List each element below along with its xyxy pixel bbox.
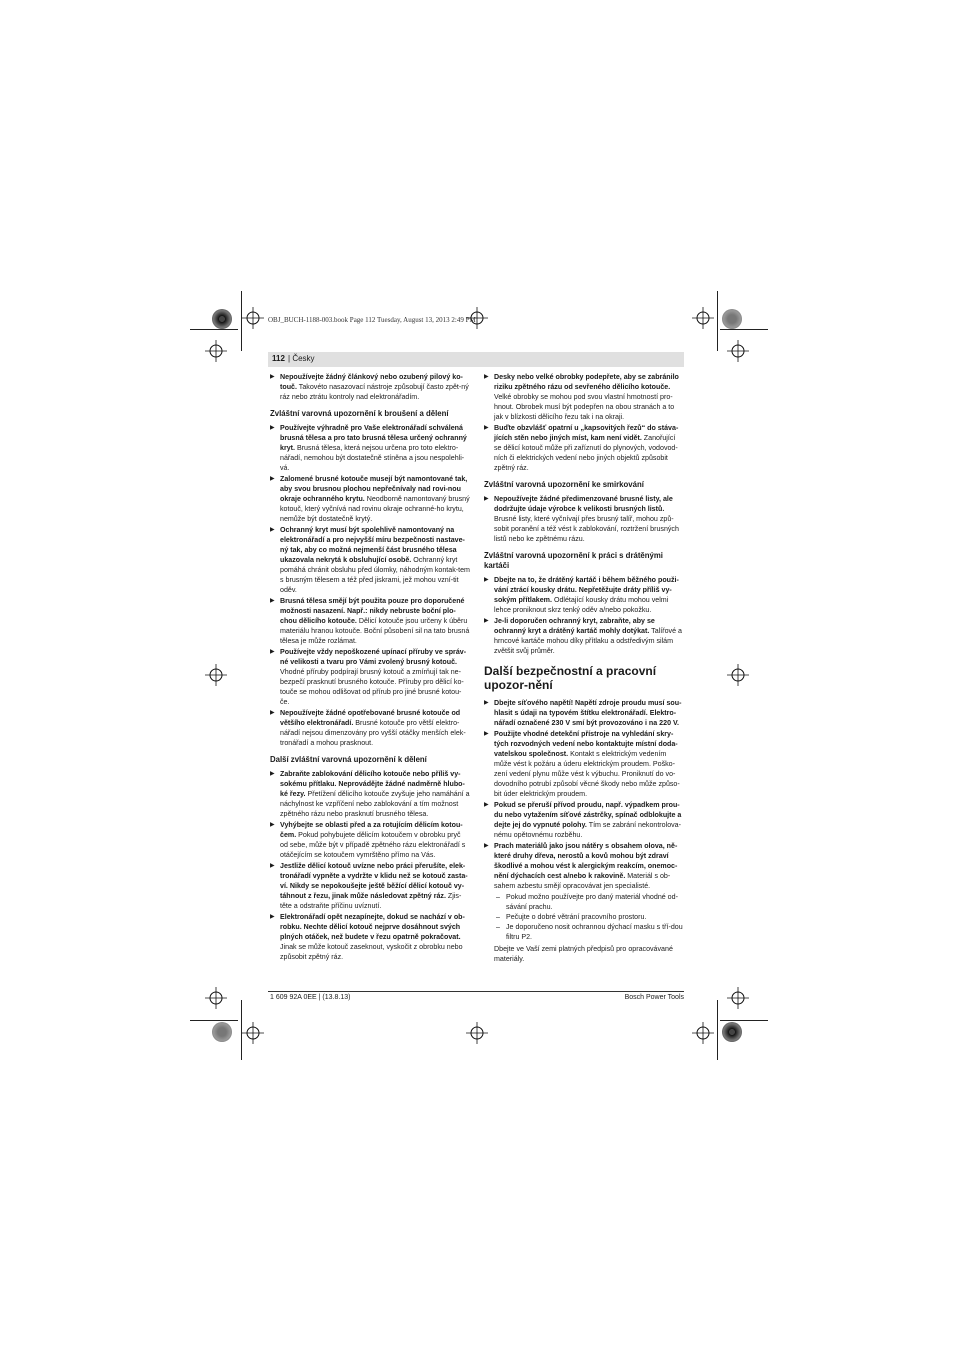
bullet-arrow-icon: ▶ [270, 914, 275, 920]
section-heading: Zvláštní varovná upozornění k práci s drátěnými kartáči [484, 551, 663, 570]
bullet-arrow-icon: ▶ [270, 863, 275, 869]
section-heading: Zvláštní varovná upozornění k broušení a dělení [270, 409, 449, 418]
bullet-arrow-icon: ▶ [484, 618, 489, 624]
bullet-arrow-icon: ▶ [270, 527, 275, 533]
footer-doc-number: 1 609 92A 0EE | (13.8.13) [270, 994, 351, 1001]
list-item: ▶ Dbejte síťového napětí! Napětí zdroje proudu musí sou-hlasit s údaji na typovém štítku elektronářadí. Elektro-nářadí označené 230 V smí být provozováno i na 220 V. [484, 699, 682, 727]
list-item: ▶ Ochranný kryt musí být spolehlivě namontovaný na elektronářadí a pro nejvyšší míru bezpečnosti nastave-ný tak, aby co možná nejmenší část brusného tělesa ukazovala nekrytá k obsluhující osobě. Ochranný kryt pomáhá chránit obsluhu před úlomky, náhodným kontak-tem s brusným tělesem a též před jiskrami, jež mohou vzní-tit oděv. [270, 526, 470, 594]
color-bar-disc-icon [212, 1022, 232, 1042]
registration-mark-icon [205, 987, 227, 1009]
crop-line [720, 329, 768, 330]
registration-mark-icon [205, 664, 227, 686]
registration-mark-icon [727, 340, 749, 362]
left-column [270, 372, 470, 963]
registration-mark-icon [242, 307, 264, 329]
registration-mark-icon [242, 1022, 264, 1044]
bullet-arrow-icon: ▶ [484, 731, 489, 737]
registration-mark-icon [727, 664, 749, 686]
section-heading: Další zvláštní varovná upozornění k dělení [270, 755, 427, 764]
page-header [268, 352, 684, 367]
bullet-arrow-icon: ▶ [484, 700, 489, 706]
list-item: ▶ Desky nebo velké obrobky podepřete, aby se zabránilo riziku zpětného rázu od sevřeného dělicího kotouče. Velké obrobky se mohou pod svou vlastní hmotností pro-hnout. Obrobek musí být podepřen na obou stranách a to jak v blízkosti dělicího řezu tak i na okraji. [484, 373, 679, 421]
bullet-arrow-icon: ▶ [484, 496, 489, 502]
footer-divider [268, 991, 684, 992]
right-column [484, 372, 684, 964]
registration-mark-icon [692, 1022, 714, 1044]
color-bar-disc-icon [722, 1022, 742, 1042]
list-item: ▶ Prach materiálů jako jsou nátěry s obsahem olova, ně-které druhy dřeva, nerostů a kovů mohou být zdraví škodlivé a mohou vést k alergickým reakcím, onemoc-nění dýchacích cest a/nebo k rakovině. Materiál s ob-sahem azbestu smějí opracovávat jen specialisté. [484, 842, 678, 890]
list-item: ▶ Pokud se přeruší přívod proudu, např. výpadkem prou-du nebo vytažením síťové zástrčky, spínač odblokujte a dejte jej do vypnuté polohy. Tím se zabrání nekontrolova-nému opětovnému rozběhu. [484, 801, 682, 839]
list-item: ▶ Nepoužívejte žádný článkový nebo ozubený pilový ko-touč. Takovéto nasazovací nástroje způsobují často zpět-ný ráz nebo ztrátu kontroly nad elektronářadím. [270, 373, 469, 401]
crop-line [190, 1020, 238, 1021]
bullet-arrow-icon: ▶ [270, 374, 275, 380]
crop-line [190, 329, 238, 330]
registration-mark-icon [466, 1022, 488, 1044]
section-heading: Zvláštní varovná upozornění ke smirkování [484, 480, 644, 489]
footer-brand: Bosch Power Tools [624, 994, 684, 1001]
closing-paragraph: Dbejte ve Vaší zemi platných předpisů pro opracovávané materiály. [494, 945, 673, 963]
bullet-arrow-icon: ▶ [270, 822, 275, 828]
crop-line [717, 1000, 718, 1060]
registration-mark-icon [727, 987, 749, 1009]
bullet-arrow-icon: ▶ [270, 425, 275, 431]
list-item: ▶ Používejte vždy nepoškozené upínací příruby ve správ-né velikosti a tvaru pro Vámi zvolený brusný kotouč. Vhodné příruby podpírají brusný kotouč a zmírňují tak ne-bezpečí prasknutí brusného kotouče. Příruby pro dělicí ko-touče se mohou odlišovat od přírub pro jiné brusné kotou-če. [270, 648, 467, 706]
list-item: ▶ Zabraňte zablokování dělicího kotouče nebo příliš vy-sokému přítlaku. Neprovádějte žádné nadměrně hlubo-ké řezy. Přetížení dělicího kotouče zvyšuje jeho namáhání a náchylnost ke vzpříčení nebo zablokování a tím možnost zpětného rázu nebo prasknutí brusného tělesa. [270, 770, 470, 818]
crop-line [717, 291, 718, 351]
list-item: ▶ Nepoužívejte žádné opotřebované brusné kotouče od většího elektronářadí. Brusné kotouče pro větší elektro-nářadí nejsou dimenzovány pro vyšší otáčky menších elek-tronářadí a mohou prasknout. [270, 709, 466, 747]
list-item: ▶ Dbejte na to, že drátěný kartáč i během běžného použi-vání ztrácí kousky drátu. Nepřetěžujte dráty příliš vy-sokým přítlakem. Odlétající kousky drátu mohou velmi lehce proniknout skrz tenký oděv a/nebo pokožku. [484, 576, 679, 614]
list-item: ▶ Elektronářadí opět nezapínejte, dokud se nachází v ob-robku. Nechte dělicí kotouč nejprve dosáhnout svých plných otáček, než budete v řezu opatrně pokračovat. Jinak se může kotouč zaseknout, vyskočit z obrobku nebo způsobit zpětný ráz. [270, 913, 465, 961]
bullet-arrow-icon: ▶ [484, 425, 489, 431]
bullet-arrow-icon: ▶ [484, 374, 489, 380]
crop-line [720, 1020, 768, 1021]
dash-list-item: – Pečujte o dobré větrání pracovního prostoru. [496, 913, 647, 921]
bullet-arrow-icon: ▶ [270, 649, 275, 655]
bullet-arrow-icon: ▶ [270, 710, 275, 716]
list-item: ▶ Vyhýbejte se oblasti před a za rotujícím dělicím kotou-čem. Pokud pohybujete dělicím kotoučem v obrobku pryč od sebe, může být v případě zpětného rázu elektronářadí s otáčejícím se kotoučem vymrštěno přímo na Vás. [270, 821, 466, 859]
page-number: 112 [272, 354, 285, 363]
list-item: ▶ Je-li doporučen ochranný kryt, zabraňte, aby se ochranný kryt a drátěný kartáč mohly dotýkat. Talířové a hrncové kartáče mohou díky přítlaku a odstředivým silám zvětšit svůj průměr. [484, 617, 682, 655]
color-bar-disc-icon [722, 309, 742, 329]
bullet-arrow-icon: ▶ [484, 802, 489, 808]
dash-list-item: – Pokud možno používejte pro daný materiál vhodné od-sávání prachu. [496, 893, 678, 911]
list-item: ▶ Brusná tělesa smějí být použita pouze pro doporučené možnosti nasazení. Např.: nikdy nebruste boční plo-chou dělicího kotouče. Dělicí kotouče jsou určeny k úběru materiálu hranou kotouče. Boční působení sil na tato brusná tělesa je může rozlámat. [270, 597, 470, 645]
registration-mark-icon [205, 340, 227, 362]
bullet-arrow-icon: ▶ [484, 577, 489, 583]
list-item: ▶ Používejte výhradně pro Vaše elektronářadí schválená brusná tělesa a pro tato brusná tělesa určený ochranný kryt. Brusná tělesa, která nejsou určena pro toto elektro-nářadí, nemohou být dostatečně stíněna a jsou nespolehli-vá. [270, 424, 467, 472]
list-item: ▶ Buďte obzvlášť opatrní u „kapsovitých řezů“ do stáva-jících stěn nebo jiných míst, kam není vidět. Zanořující se dělicí kotouč může při zaříznutí do plynových, vodovod-ních či elektrických vedení nebo jiných objektů způsobit zpětný ráz. [484, 424, 679, 472]
bullet-arrow-icon: ▶ [484, 843, 489, 849]
main-heading: Další bezpečnostní a pracovní upozor-nění [484, 664, 657, 692]
bullet-arrow-icon: ▶ [270, 476, 275, 482]
dash-list-item: – Je doporučeno nosit ochrannou dýchací masku s tří-dou filtru P2. [496, 923, 683, 941]
language-label: | Česky [288, 354, 315, 363]
list-item: ▶ Nepoužívejte žádné předimenzované brusné listy, ale dodržujte údaje výrobce k velikosti brusných listů. Brusné listy, které vyčnívají přes brusný talíř, mohou způ-sobit poranění a též vést k zablokování, roztržení brusných listů nebo ke zpětnému rázu. [484, 495, 679, 543]
print-header: OBJ_BUCH-1188-003.book Page 112 Tuesday, August 13, 2013 2:49 PM [268, 316, 476, 324]
color-bar-disc-icon [212, 309, 232, 329]
list-item: ▶ Zalomené brusné kotouče musejí být namontované tak, aby svou brusnou plochou nepřečnívaly nad rovi-nou okraje ochranného krytu. Neodborně namontovaný brusný kotouč, který vyčnívá nad rovinu okraje ochranné-ho krytu, nemůže být dostatečně krytý. [270, 475, 470, 523]
bullet-arrow-icon: ▶ [270, 771, 275, 777]
bullet-arrow-icon: ▶ [270, 598, 275, 604]
registration-mark-icon [692, 307, 714, 329]
list-item: ▶ Použijte vhodné detekční přístroje na vyhledání skry-tých rozvodných vedení nebo kontaktujte místní doda-vatelskou společnost. Kontakt s elektrickým vedením může vést k požáru a úderu elektrickým proudem. Poško-zení vedení plynu může vést k výbuchu. Proniknutí do vo-dovodního potrubí způsobí věcné škody nebo může způso-bit úder elektrickým proudem. [484, 730, 680, 798]
list-item: ▶ Jestliže dělicí kotouč uvízne nebo práci přerušíte, elek-tronářadí vypněte a vydržte v klidu než se kotouč zasta-ví. Nikdy se nepokoušejte ještě běžící dělicí kotouč vy-táhnout z řezu, jinak může následovat zpětný ráz. Zjis-těte a odstraňte příčinu uvíznutí. [270, 862, 468, 910]
